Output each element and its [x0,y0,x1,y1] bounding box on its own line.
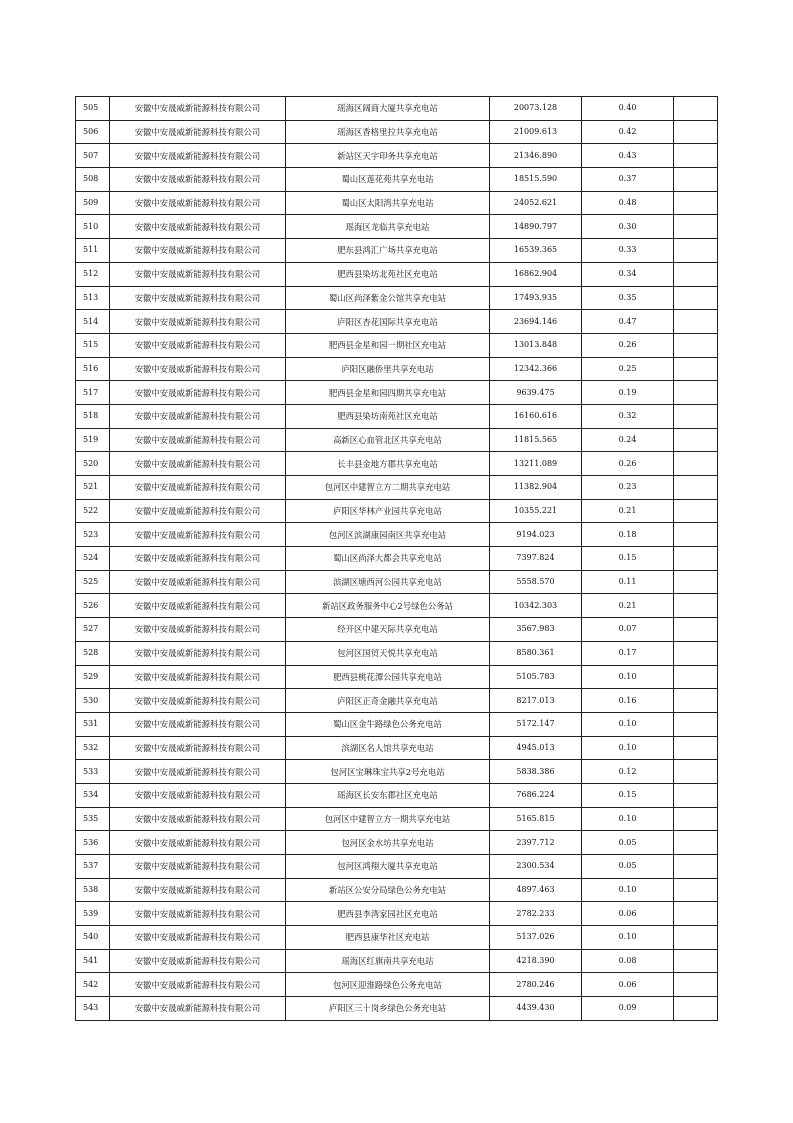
cell-number: 533 [76,760,110,784]
cell-ratio: 0.25 [582,357,674,381]
cell-number: 512 [76,262,110,286]
table-row [76,783,718,807]
cell-ratio: 0.32 [582,404,674,428]
cell-company: 安徽中安晟威新能源科技有限公司 [110,381,286,405]
cell-ratio: 0.08 [582,949,674,973]
cell-note [674,831,718,855]
cell-number: 529 [76,665,110,689]
cell-station-name: 包河区宝琳珠宝共享2号充电站 [286,760,490,784]
cell-number: 542 [76,973,110,997]
cell-station-name: 瑶海区阔商大厦共享充电站 [286,97,490,121]
cell-value: 9194.023 [490,523,582,547]
cell-note [674,547,718,571]
cell-station-name: 肥西县桃花潭公园共享充电站 [286,665,490,689]
table-row [76,689,718,713]
cell-station-name: 肥东县鸿汇广场共享充电站 [286,239,490,263]
cell-number: 541 [76,949,110,973]
cell-ratio: 0.21 [582,594,674,618]
cell-value: 11815.565 [490,428,582,452]
table-row [76,831,718,855]
cell-ratio: 0.35 [582,286,674,310]
cell-value: 5558.570 [490,570,582,594]
cell-value: 21009.613 [490,120,582,144]
cell-company: 安徽中安晟威新能源科技有限公司 [110,831,286,855]
cell-number: 526 [76,594,110,618]
cell-company: 安徽中安晟威新能源科技有限公司 [110,286,286,310]
cell-company: 安徽中安晟威新能源科技有限公司 [110,404,286,428]
cell-station-name: 包河区中建智立方一期共享充电站 [286,807,490,831]
cell-note [674,191,718,215]
cell-station-name: 肥西县染坊北苑社区充电站 [286,262,490,286]
cell-number: 517 [76,381,110,405]
table-row [76,262,718,286]
table-row [76,641,718,665]
cell-company: 安徽中安晟威新能源科技有限公司 [110,215,286,239]
cell-station-name: 瑶海区香格里拉共享充电站 [286,120,490,144]
cell-ratio: 0.26 [582,333,674,357]
cell-company: 安徽中安晟威新能源科技有限公司 [110,783,286,807]
cell-number: 535 [76,807,110,831]
table-row [76,215,718,239]
cell-number: 539 [76,902,110,926]
cell-company: 安徽中安晟威新能源科技有限公司 [110,570,286,594]
cell-company: 安徽中安晟威新能源科技有限公司 [110,428,286,452]
cell-station-name: 新站区政务服务中心2号绿色公务站 [286,594,490,618]
table-row [76,712,718,736]
table-row [76,144,718,168]
cell-value: 4439.430 [490,997,582,1021]
cell-note [674,428,718,452]
cell-number: 537 [76,855,110,879]
table-row [76,949,718,973]
cell-ratio: 0.06 [582,973,674,997]
cell-value: 8580.361 [490,641,582,665]
cell-ratio: 0.40 [582,97,674,121]
cell-station-name: 滨湖区名人馆共享充电站 [286,736,490,760]
cell-number: 525 [76,570,110,594]
table-row [76,855,718,879]
cell-number: 513 [76,286,110,310]
cell-station-name: 蜀山区太阳湾共享充电站 [286,191,490,215]
cell-number: 511 [76,239,110,263]
cell-note [674,452,718,476]
cell-ratio: 0.21 [582,499,674,523]
cell-note [674,878,718,902]
table-row [76,476,718,500]
cell-company: 安徽中安晟威新能源科技有限公司 [110,310,286,334]
cell-ratio: 0.30 [582,215,674,239]
cell-note [674,476,718,500]
cell-number: 508 [76,168,110,192]
cell-note [674,594,718,618]
cell-ratio: 0.10 [582,712,674,736]
cell-ratio: 0.05 [582,831,674,855]
cell-number: 531 [76,712,110,736]
cell-number: 521 [76,476,110,500]
cell-value: 10355.221 [490,499,582,523]
table-body [76,97,718,1021]
cell-ratio: 0.37 [582,168,674,192]
cell-number: 534 [76,783,110,807]
cell-station-name: 肥西县金星和园四期共享充电站 [286,381,490,405]
table-row [76,618,718,642]
cell-station-name: 庐阳区正奇金融共享充电站 [286,689,490,713]
cell-station-name: 肥西县李湾家园社区充电站 [286,902,490,926]
cell-company: 安徽中安晟威新能源科技有限公司 [110,120,286,144]
cell-number: 505 [76,97,110,121]
cell-note [674,997,718,1021]
cell-value: 20073.128 [490,97,582,121]
cell-ratio: 0.10 [582,736,674,760]
cell-value: 3567.983 [490,618,582,642]
cell-ratio: 0.10 [582,878,674,902]
cell-note [674,262,718,286]
table-row [76,997,718,1021]
table-row [76,926,718,950]
cell-station-name: 新站区天宇印务共享充电站 [286,144,490,168]
cell-value: 5172.147 [490,712,582,736]
cell-company: 安徽中安晟威新能源科技有限公司 [110,997,286,1021]
cell-number: 532 [76,736,110,760]
cell-value: 4218.390 [490,949,582,973]
table-row [76,523,718,547]
cell-station-name: 高新区心血管北区共享充电站 [286,428,490,452]
table-row [76,547,718,571]
cell-ratio: 0.26 [582,452,674,476]
cell-ratio: 0.10 [582,807,674,831]
cell-ratio: 0.11 [582,570,674,594]
cell-value: 9639.475 [490,381,582,405]
cell-number: 543 [76,997,110,1021]
table-row [76,357,718,381]
cell-value: 21346.890 [490,144,582,168]
table-row [76,902,718,926]
cell-station-name: 包河区迎淮路绿色公务充电站 [286,973,490,997]
table-row [76,878,718,902]
cell-note [674,570,718,594]
cell-value: 17493.935 [490,286,582,310]
table-row [76,973,718,997]
cell-ratio: 0.43 [582,144,674,168]
cell-note [674,381,718,405]
cell-company: 安徽中安晟威新能源科技有限公司 [110,357,286,381]
cell-value: 13211.089 [490,452,582,476]
cell-station-name: 瑶海区红旗南共享充电站 [286,949,490,973]
cell-value: 7686.224 [490,783,582,807]
cell-note [674,499,718,523]
cell-number: 523 [76,523,110,547]
cell-note [674,641,718,665]
cell-station-name: 包河区鸿翔大厦共享充电站 [286,855,490,879]
cell-note [674,168,718,192]
cell-number: 519 [76,428,110,452]
cell-value: 24052.621 [490,191,582,215]
table-row [76,736,718,760]
cell-company: 安徽中安晟威新能源科技有限公司 [110,239,286,263]
cell-value: 16862.904 [490,262,582,286]
cell-note [674,712,718,736]
cell-value: 2782.233 [490,902,582,926]
cell-station-name: 肥西县金星和园一期社区充电站 [286,333,490,357]
cell-company: 安徽中安晟威新能源科技有限公司 [110,144,286,168]
cell-station-name: 庐阳区三十岗乡绿色公务充电站 [286,997,490,1021]
table-row [76,452,718,476]
table-row [76,594,718,618]
cell-company: 安徽中安晟威新能源科技有限公司 [110,878,286,902]
table-row [76,333,718,357]
cell-station-name: 庐阳区杏花国际共享充电站 [286,310,490,334]
cell-number: 524 [76,547,110,571]
cell-company: 安徽中安晟威新能源科技有限公司 [110,736,286,760]
cell-value: 18515.590 [490,168,582,192]
data-table [75,96,718,1021]
table-row [76,499,718,523]
cell-value: 12342.366 [490,357,582,381]
cell-number: 536 [76,831,110,855]
cell-number: 530 [76,689,110,713]
cell-number: 538 [76,878,110,902]
cell-note [674,286,718,310]
cell-value: 8217.013 [490,689,582,713]
cell-ratio: 0.24 [582,428,674,452]
cell-number: 520 [76,452,110,476]
cell-note [674,618,718,642]
cell-station-name: 蜀山区尚泽紫金公馆共享充电站 [286,286,490,310]
cell-value: 14890.797 [490,215,582,239]
cell-number: 509 [76,191,110,215]
table-row [76,168,718,192]
cell-note [674,144,718,168]
cell-note [674,736,718,760]
cell-note [674,689,718,713]
cell-company: 安徽中安晟威新能源科技有限公司 [110,902,286,926]
table-row [76,381,718,405]
cell-note [674,404,718,428]
cell-number: 518 [76,404,110,428]
cell-company: 安徽中安晟威新能源科技有限公司 [110,97,286,121]
cell-company: 安徽中安晟威新能源科技有限公司 [110,523,286,547]
table-row [76,665,718,689]
cell-ratio: 0.33 [582,239,674,263]
cell-ratio: 0.19 [582,381,674,405]
cell-note [674,97,718,121]
cell-value: 4945.013 [490,736,582,760]
cell-ratio: 0.06 [582,902,674,926]
cell-ratio: 0.16 [582,689,674,713]
cell-value: 16539.365 [490,239,582,263]
cell-company: 安徽中安晟威新能源科技有限公司 [110,168,286,192]
cell-note [674,333,718,357]
cell-ratio: 0.18 [582,523,674,547]
cell-station-name: 包河区中建智立方二期共享充电站 [286,476,490,500]
cell-company: 安徽中安晟威新能源科技有限公司 [110,855,286,879]
cell-company: 安徽中安晟威新能源科技有限公司 [110,689,286,713]
cell-ratio: 0.12 [582,760,674,784]
cell-company: 安徽中安晟威新能源科技有限公司 [110,191,286,215]
cell-company: 安徽中安晟威新能源科技有限公司 [110,665,286,689]
cell-number: 540 [76,926,110,950]
cell-value: 5838.386 [490,760,582,784]
cell-company: 安徽中安晟威新能源科技有限公司 [110,760,286,784]
cell-number: 528 [76,641,110,665]
cell-ratio: 0.15 [582,783,674,807]
cell-ratio: 0.47 [582,310,674,334]
cell-value: 10342.303 [490,594,582,618]
cell-station-name: 肥西县康华社区充电站 [286,926,490,950]
cell-company: 安徽中安晟威新能源科技有限公司 [110,712,286,736]
cell-ratio: 0.17 [582,641,674,665]
cell-number: 506 [76,120,110,144]
cell-station-name: 瑶海区长安东郡社区充电站 [286,783,490,807]
cell-station-name: 长丰县金地方郡共享充电站 [286,452,490,476]
cell-value: 5137.026 [490,926,582,950]
cell-value: 16160.616 [490,404,582,428]
cell-number: 510 [76,215,110,239]
cell-station-name: 包河区金水坊共享充电站 [286,831,490,855]
cell-company: 安徽中安晟威新能源科技有限公司 [110,499,286,523]
cell-station-name: 瑶海区龙临共享充电站 [286,215,490,239]
cell-station-name: 包河区滨湖康园南区共享充电站 [286,523,490,547]
cell-company: 安徽中安晟威新能源科技有限公司 [110,262,286,286]
cell-station-name: 新站区公安分局绿色公务充电站 [286,878,490,902]
cell-note [674,902,718,926]
cell-company: 安徽中安晟威新能源科技有限公司 [110,926,286,950]
cell-note [674,926,718,950]
cell-value: 23694.146 [490,310,582,334]
cell-note [674,357,718,381]
cell-number: 515 [76,333,110,357]
table-row [76,760,718,784]
cell-note [674,760,718,784]
table-row [76,239,718,263]
cell-station-name: 庐阳区华林产业园共享充电站 [286,499,490,523]
cell-station-name: 包河区国贸天悦共享充电站 [286,641,490,665]
cell-company: 安徽中安晟威新能源科技有限公司 [110,973,286,997]
cell-note [674,807,718,831]
cell-value: 2300.534 [490,855,582,879]
cell-station-name: 肥西县染坊南苑社区充电站 [286,404,490,428]
cell-note [674,665,718,689]
table-row [76,404,718,428]
cell-note [674,949,718,973]
cell-ratio: 0.23 [582,476,674,500]
cell-note [674,783,718,807]
cell-company: 安徽中安晟威新能源科技有限公司 [110,476,286,500]
cell-note [674,120,718,144]
table-row [76,428,718,452]
cell-number: 507 [76,144,110,168]
cell-company: 安徽中安晟威新能源科技有限公司 [110,452,286,476]
cell-note [674,973,718,997]
table-row [76,286,718,310]
table-row [76,310,718,334]
cell-station-name: 庐阳区融侨里共享充电站 [286,357,490,381]
cell-note [674,239,718,263]
table-row [76,97,718,121]
cell-ratio: 0.10 [582,926,674,950]
table-row [76,570,718,594]
cell-company: 安徽中安晟威新能源科技有限公司 [110,618,286,642]
cell-company: 安徽中安晟威新能源科技有限公司 [110,594,286,618]
cell-value: 2780.246 [490,973,582,997]
table-row [76,191,718,215]
cell-company: 安徽中安晟威新能源科技有限公司 [110,807,286,831]
cell-note [674,215,718,239]
cell-station-name: 蜀山区金牛路绿色公务充电站 [286,712,490,736]
cell-number: 514 [76,310,110,334]
cell-value: 5165.815 [490,807,582,831]
cell-note [674,855,718,879]
cell-value: 4897.463 [490,878,582,902]
cell-number: 516 [76,357,110,381]
cell-value: 13013.848 [490,333,582,357]
cell-ratio: 0.10 [582,665,674,689]
cell-ratio: 0.05 [582,855,674,879]
cell-value: 11382.904 [490,476,582,500]
cell-ratio: 0.07 [582,618,674,642]
cell-company: 安徽中安晟威新能源科技有限公司 [110,641,286,665]
cell-station-name: 蜀山区莲花苑共享充电站 [286,168,490,192]
cell-station-name: 蜀山区尚泽大都会共享充电站 [286,547,490,571]
cell-note [674,310,718,334]
cell-number: 522 [76,499,110,523]
cell-value: 2397.712 [490,831,582,855]
cell-ratio: 0.15 [582,547,674,571]
cell-ratio: 0.09 [582,997,674,1021]
cell-value: 7397.824 [490,547,582,571]
cell-ratio: 0.48 [582,191,674,215]
cell-value: 5105.783 [490,665,582,689]
cell-ratio: 0.34 [582,262,674,286]
cell-company: 安徽中安晟威新能源科技有限公司 [110,333,286,357]
cell-note [674,523,718,547]
cell-company: 安徽中安晟威新能源科技有限公司 [110,547,286,571]
table-row [76,807,718,831]
table-row [76,120,718,144]
cell-station-name: 滨湖区塘西河公园共享充电站 [286,570,490,594]
cell-company: 安徽中安晟威新能源科技有限公司 [110,949,286,973]
cell-number: 527 [76,618,110,642]
cell-station-name: 经开区中建天际共享充电站 [286,618,490,642]
cell-ratio: 0.42 [582,120,674,144]
